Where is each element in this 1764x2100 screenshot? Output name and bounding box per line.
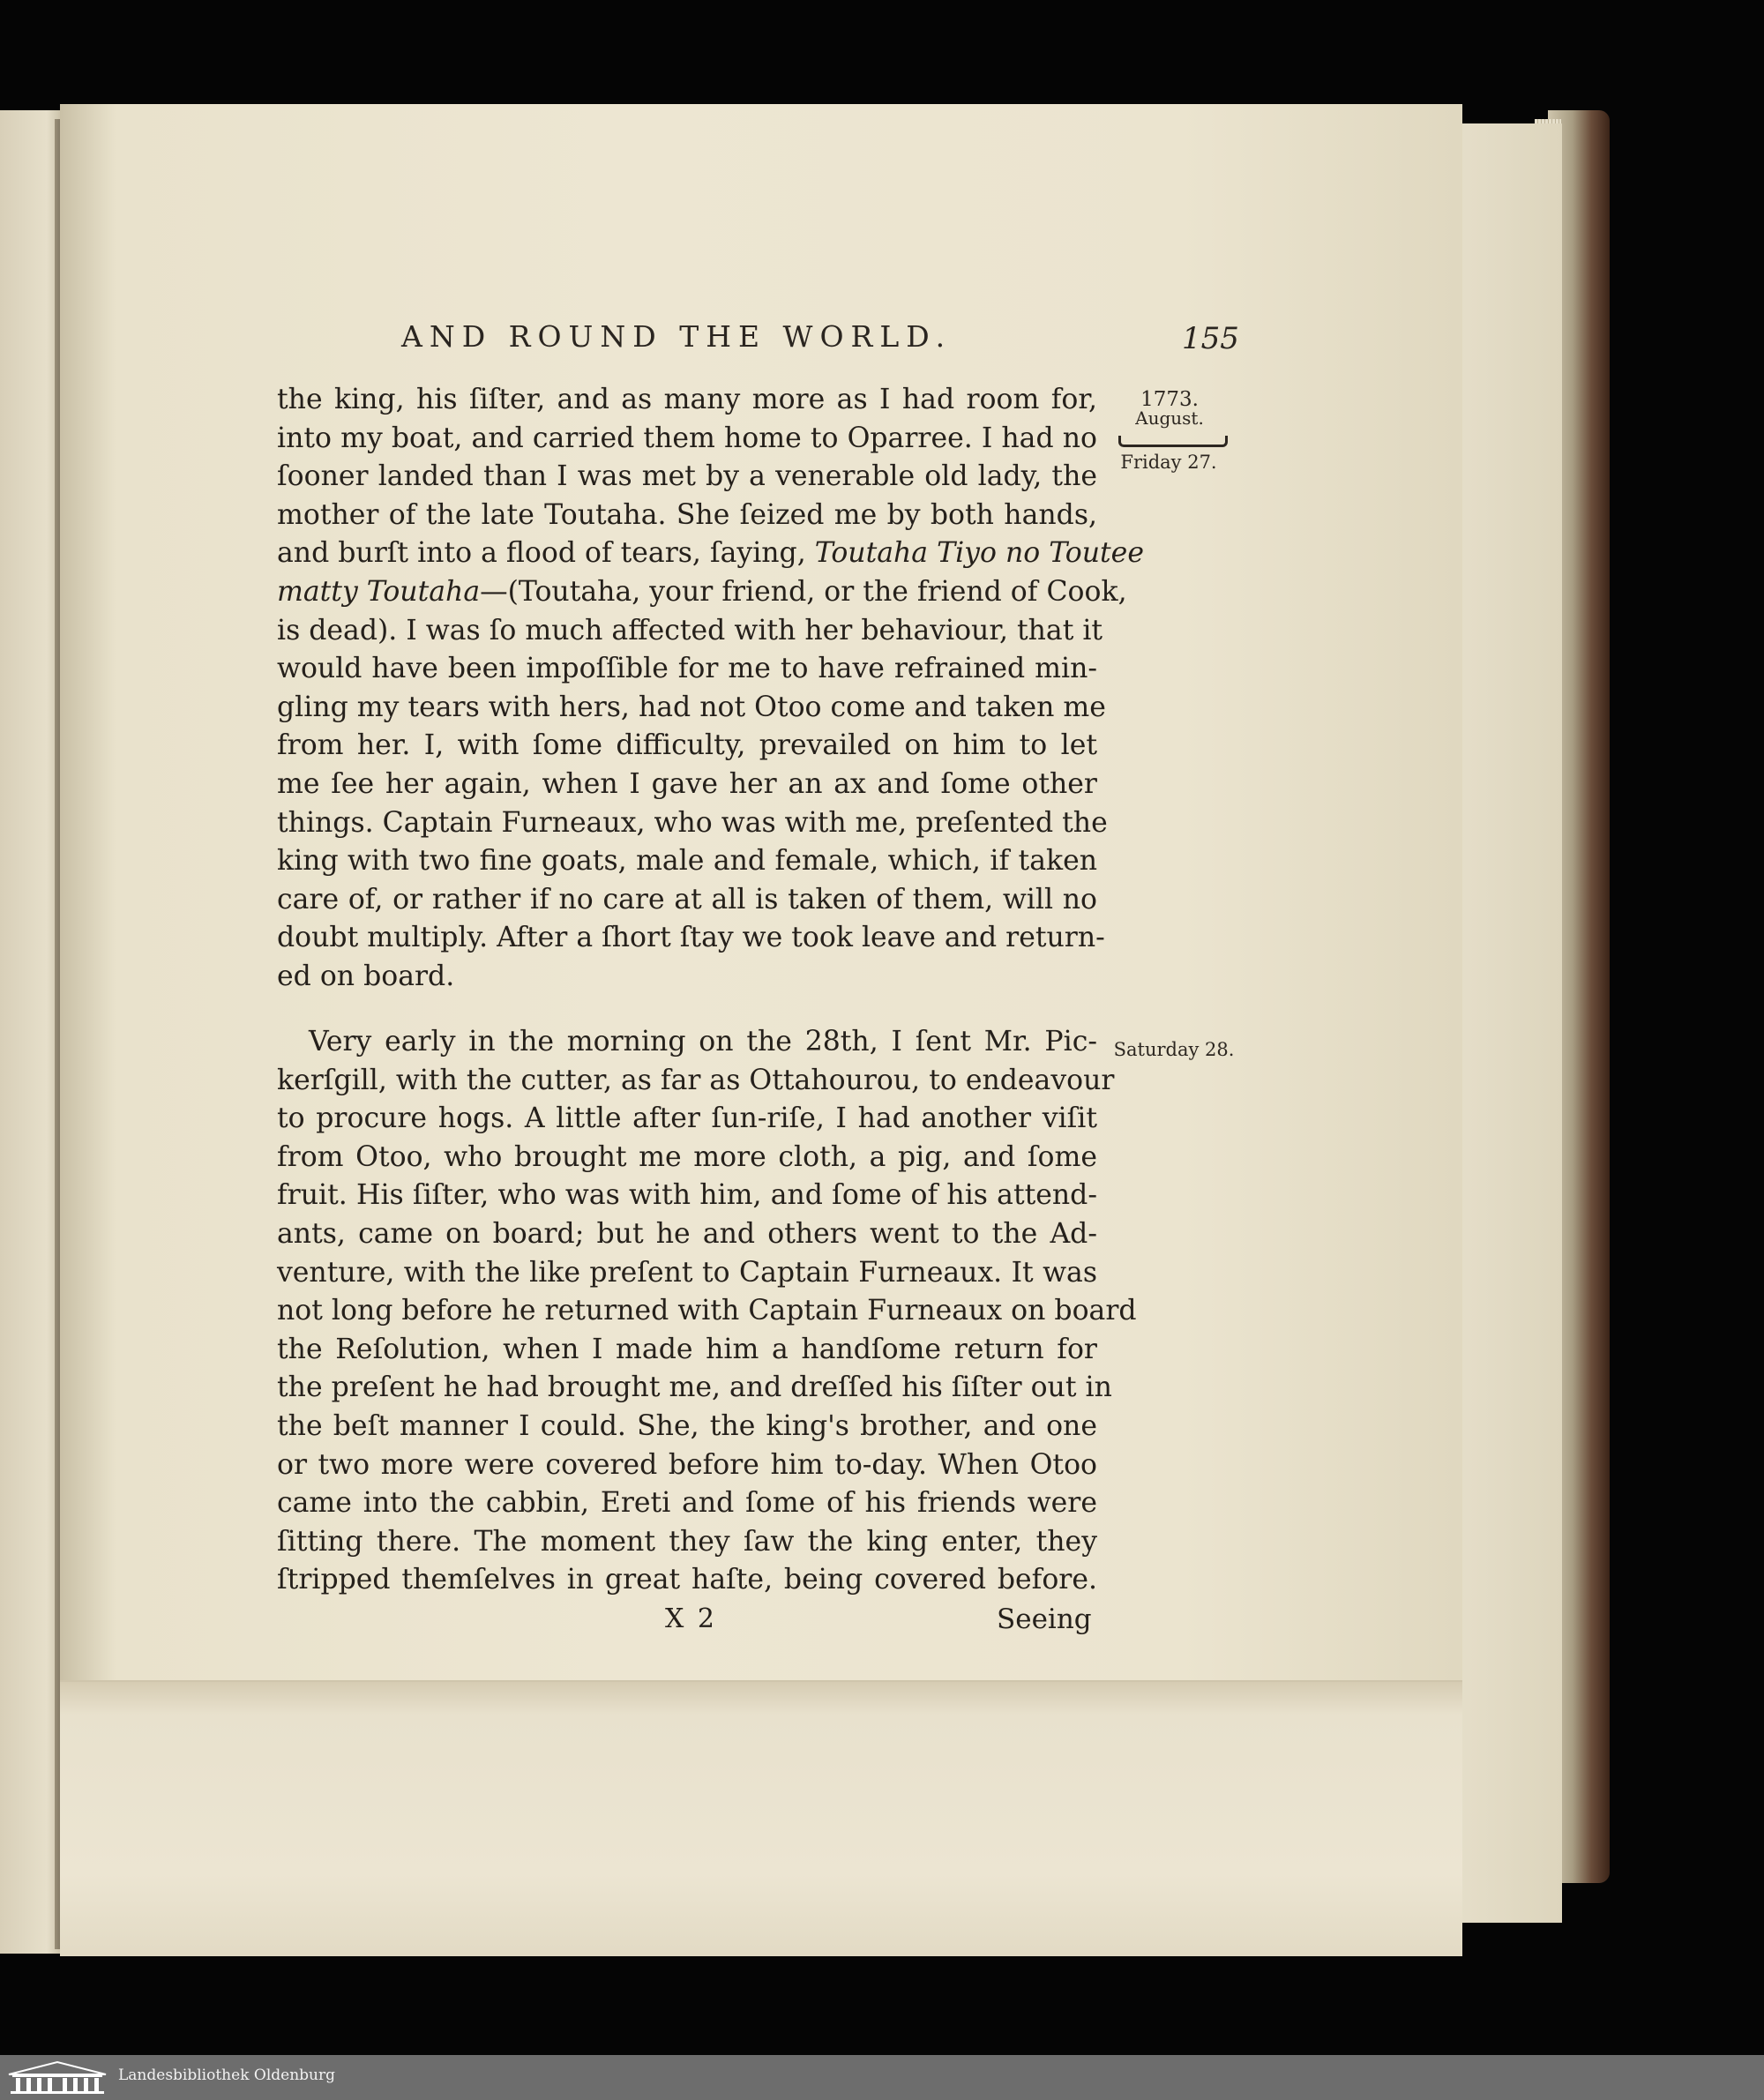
text-line: me ſee her again, when I gave her an ax and ſome other — [277, 767, 1097, 800]
text-line: ants, came on board; but he and others went to the Ad- — [277, 1217, 1097, 1250]
text-line: ſooner landed than I was met by a venerable old lady, the — [277, 460, 1097, 493]
text-line: mother of the late Toutaha. She ſeized me by both hands, — [277, 498, 1097, 531]
text-line: from her. I, with ſome difficulty, prevailed on him to let — [277, 729, 1097, 762]
text-line: the preſent he had brought me, and dreſſed his ſiſter out in — [277, 1371, 1112, 1404]
margin-year: 1773. — [1140, 388, 1199, 411]
text-line: the beſt manner I could. She, the king's brother, and one — [277, 1409, 1097, 1442]
page-bottom-fold — [60, 1680, 1462, 1956]
text-line: gling my tears with hers, had not Otoo come and taken me — [277, 691, 1106, 723]
running-head: AND ROUND THE WORLD. — [401, 319, 953, 354]
text-line: kerſgill, with the cutter, as far as Ottahourou, to endeavour — [277, 1064, 1115, 1096]
text-line: to procure hogs. A little after ſun-riſe, I had another viſit — [277, 1102, 1097, 1135]
text-line — [277, 573, 1127, 612]
paragraph-1 — [277, 381, 1144, 997]
text-line: ſitting there. The moment they ſaw the king enter, they — [277, 1525, 1097, 1558]
italic-phrase: matty Toutaha — [277, 575, 481, 608]
text-line: ed on board. — [277, 960, 455, 992]
margin-month: August. — [1135, 407, 1204, 429]
margin-date-saturday: Saturday 28. — [1113, 1039, 1235, 1060]
text-line: the king, his ſiſter, and as many more as I had room for, — [277, 384, 1097, 415]
margin-date-friday: Friday 27. — [1120, 452, 1217, 473]
text-line: is dead). I was ſo much affected with her behaviour, that it — [277, 614, 1103, 646]
text-segment: —(Toutaha, your friend, or the friend of Cook, — [480, 575, 1127, 608]
italic-phrase: Toutaha Tiyo no Toutee — [814, 537, 1144, 570]
text-line: fruit. His ſiſter, who was with him, and ſome of his attend- — [277, 1179, 1097, 1212]
text-line: doubt multiply. After a ſhort ſtay we took leave and return- — [277, 922, 1105, 954]
text-line: care of, or rather if no care at all is taken of them, will no — [277, 883, 1097, 915]
text-line: Very early in the morning on the 28th, I ſent Mr. Pic- — [309, 1026, 1097, 1057]
page-margin-extension — [1455, 123, 1562, 1923]
library-name: Landesbibliothek Oldenburg — [118, 2066, 336, 2084]
text-line: venture, with the like preſent to Captain Furneaux. It was — [277, 1256, 1097, 1289]
text-segment: and burſt into a flood of tears, ſaying, — [277, 537, 806, 570]
text-line: or two more were covered before him to-day. When Otoo — [277, 1448, 1097, 1481]
text-line: ſtripped themſelves in great haſte, being covered before. — [277, 1564, 1097, 1596]
catchword: Seeing — [997, 1603, 1092, 1635]
text-line: not long before he returned with Captain Furneaux on board — [277, 1295, 1137, 1327]
text-line: king with two fine goats, male and female, which, if taken — [277, 845, 1097, 878]
text-line: would have been impoſſible for me to have refrained min- — [277, 653, 1097, 685]
page-number: 155 — [1182, 321, 1239, 356]
signature-mark: X 2 — [665, 1603, 717, 1634]
text-line: came into the cabbin, Ereti and ſome of his friends were — [277, 1487, 1097, 1520]
text-line: the Reſolution, when I made him a handſome return for — [277, 1333, 1097, 1365]
library-building-icon — [7, 2060, 108, 2096]
text-line: from Otoo, who brought me more cloth, a pig, and ſome — [277, 1140, 1097, 1173]
text-line: things. Captain Furneaux, who was with me, preſented the — [277, 806, 1108, 839]
margin-brace — [1118, 436, 1228, 447]
library-footer-bar — [0, 2055, 1764, 2100]
paragraph-2 — [277, 1023, 1137, 1600]
text-line — [277, 534, 1144, 573]
text-line: into my boat, and carried them home to Oparree. I had no — [277, 422, 1097, 454]
